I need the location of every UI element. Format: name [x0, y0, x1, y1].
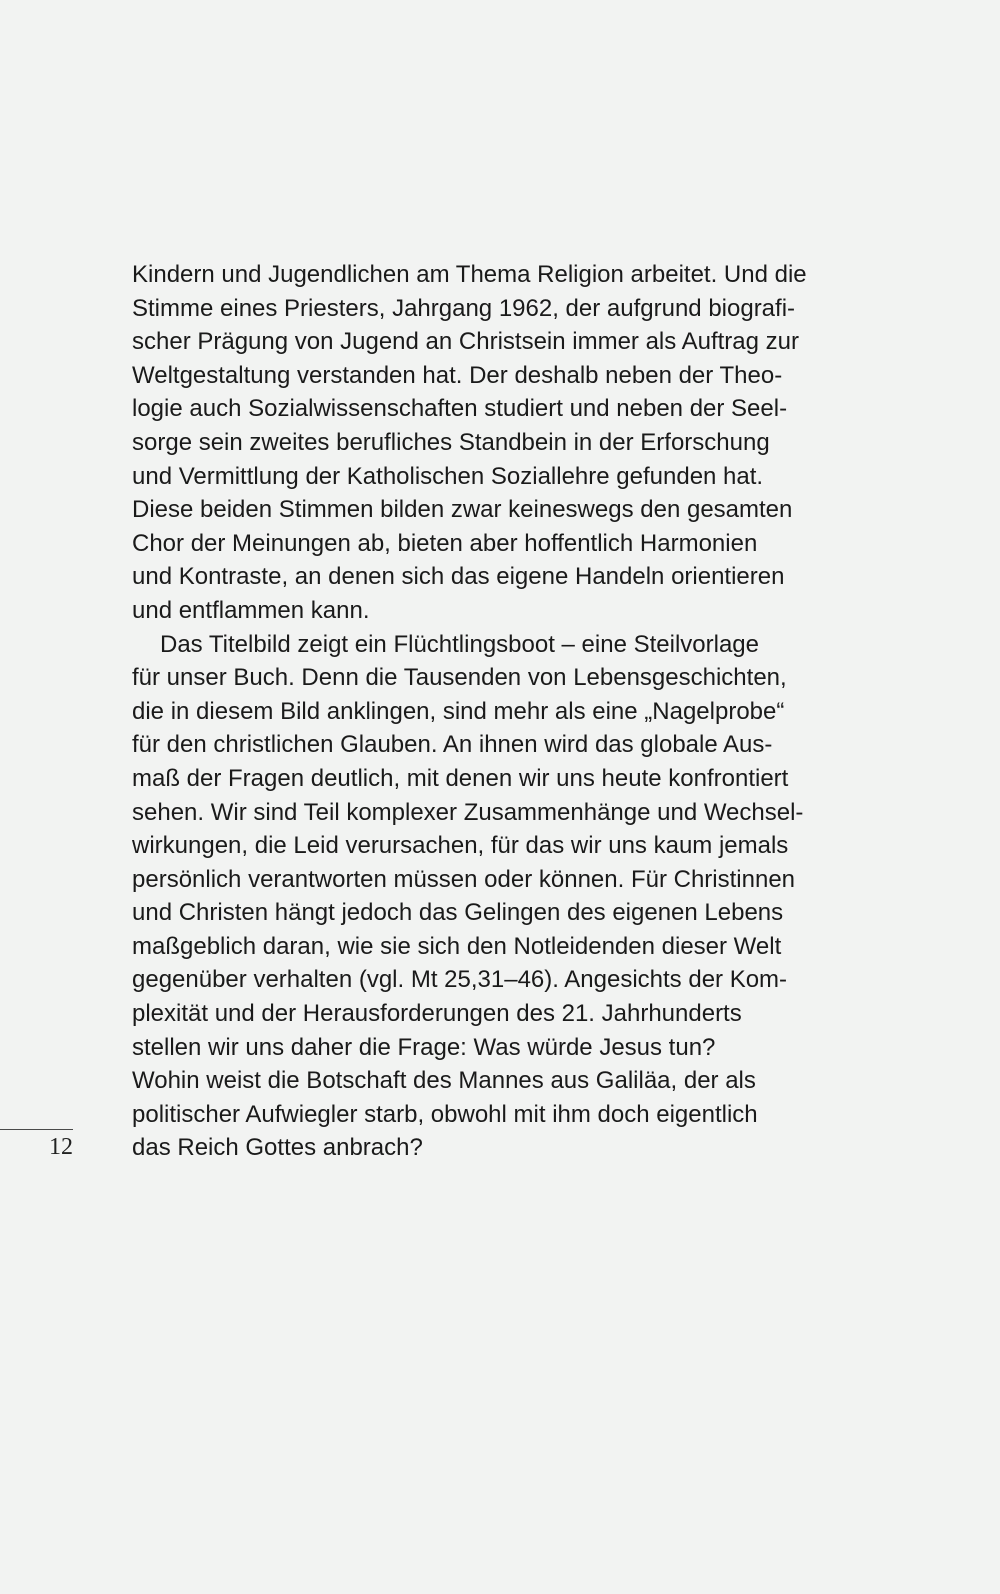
page-number: 12 [49, 1134, 73, 1160]
text-line: für den christlichen Glauben. An ihnen wird das globale Aus- [132, 731, 773, 759]
text-line: politischer Aufwiegler starb, obwohl mit ihm doch eigentlich [132, 1100, 758, 1128]
text-line: Weltgestaltung verstanden hat. Der deshalb neben der Theo- [132, 361, 783, 389]
text-line: gegenüber verhalten (vgl. Mt 25,31–46). Angesichts der Kom- [132, 966, 788, 994]
text-line: sorge sein zweites berufliches Standbein in der Erforschung [132, 428, 770, 456]
text-line: Das Titelbild zeigt ein Flüchtlingsboot – eine Steilvorlage [160, 630, 760, 658]
text-line: stellen wir uns daher die Frage: Was würde Jesus tun? [132, 1033, 716, 1061]
text-line: Kindern und Jugendlichen am Thema Religion arbeitet. Und die [132, 261, 807, 288]
text-line: und Christen hängt jedoch das Gelingen des eigenen Lebens [132, 899, 784, 927]
text-line: logie auch Sozialwissenschaften studiert und neben der Seel- [132, 395, 788, 423]
text-line: Stimme eines Priesters, Jahrgang 1962, der aufgrund biografi- [132, 294, 796, 322]
text-line: Wohin weist die Botschaft des Mannes aus Galiläa, der als [132, 1067, 756, 1095]
text-line: wirkungen, die Leid verursachen, für das wir uns kaum jemals [132, 832, 789, 860]
text-line: und Vermittlung der Katholischen Soziallehre gefunden hat. [132, 462, 764, 490]
text-line: für unser Buch. Denn die Tausenden von Lebensgeschichten, [132, 664, 787, 692]
text-line: maß der Fragen deutlich, mit denen wir uns heute konfrontiert [132, 764, 789, 792]
text-line: die in diesem Bild anklingen, sind mehr als eine „Nagelprobe“ [132, 697, 785, 725]
text-line: Diese beiden Stimmen bilden zwar keineswegs den gesamten [132, 496, 793, 524]
text-line: das Reich Gottes anbrach? [132, 1134, 423, 1162]
text-line: plexität und der Herausforderungen des 21. Jahrhunderts [132, 1000, 742, 1028]
body-text [132, 258, 852, 1165]
text-line: und Kontraste, an denen sich das eigene Handeln orientieren [132, 563, 785, 591]
text-line: persönlich verantworten müssen oder können. Für Christinnen [132, 865, 796, 893]
text-line: und entflammen kann. [132, 596, 370, 624]
text-line: sehen. Wir sind Teil komplexer Zusammenhänge und Wechsel- [132, 798, 804, 826]
text-line: Chor der Meinungen ab, bieten aber hoffentlich Harmonien [132, 529, 758, 557]
text-line: scher Prägung von Jugend an Christsein immer als Auftrag zur [132, 328, 799, 356]
text-line: maßgeblich daran, wie sie sich den Notleidenden dieser Welt [132, 932, 782, 960]
